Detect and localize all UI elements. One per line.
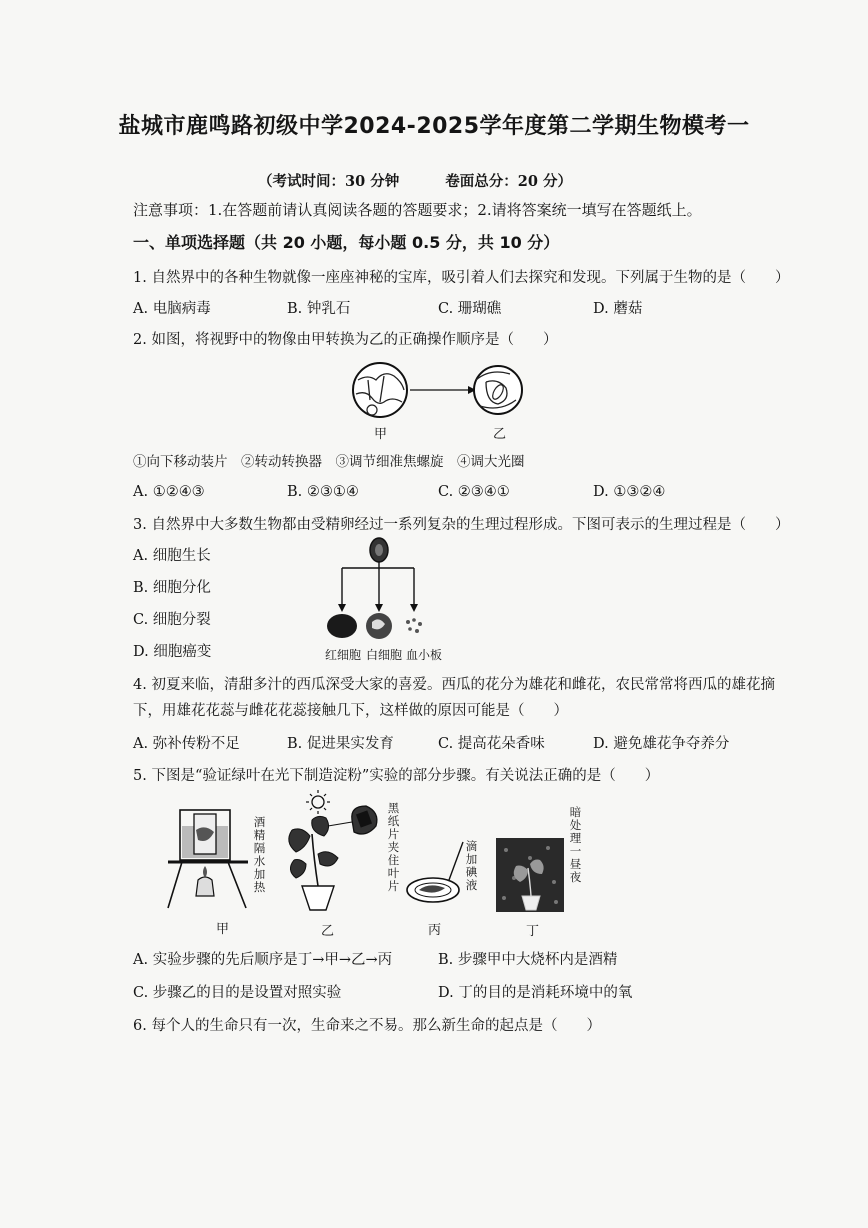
notice-text: 注意事项：1.在答题前请认真阅读各题的答题要求；2.请将答案统一填写在答题纸上。	[133, 201, 702, 219]
q5-fig-ding-caption: 暗处理一昼夜	[569, 805, 582, 884]
q2-steps: ①向下移动装片 ②转动转换器 ③调节细准焦螺旋 ④调大光圈	[133, 454, 525, 470]
q3-fig-label-platelet: 血小板	[406, 648, 443, 662]
q1-stem: 1. 自然界中的各种生物就像一座座神秘的宝库，吸引着人们去探究和发现。下列属于生物的是（ ）	[133, 270, 790, 286]
q4-option-b: B. 促进果实发育	[287, 736, 394, 752]
q5-stem: 5. 下图是“验证绿叶在光下制造淀粉”实验的部分步骤。有关说法正确的是（ ）	[133, 768, 660, 784]
q3-option-d: D. 细胞癌变	[133, 644, 212, 660]
q3-fig-label-rbc: 红细胞	[325, 648, 362, 662]
q2-fig-label-yi: 乙	[493, 427, 507, 442]
q1-option-c: C. 珊瑚礁	[438, 301, 502, 317]
q5-option-a: A. 实验步骤的先后顺序是丁→甲→乙→丙	[133, 952, 393, 968]
q5-fig-label-yi: 乙	[321, 924, 335, 939]
exam-time: （考试时间：30 分钟	[258, 173, 400, 190]
q5-fig-yi-caption: 黑纸片夹住叶片	[387, 801, 400, 893]
q3-option-a: A. 细胞生长	[133, 548, 211, 564]
q3-option-c: C. 细胞分裂	[133, 612, 211, 628]
q1-option-a: A. 电脑病毒	[133, 301, 211, 317]
q3-stem: 3. 自然界中大多数生物都由受精卵经过一系列复杂的生理过程形成。下图可表示的生理过程是（ ）	[133, 517, 790, 533]
q2-option-d: D. ①③②④	[593, 484, 666, 500]
q4-option-c: C. 提高花朵香味	[438, 736, 545, 752]
q1-option-b: B. 钟乳石	[287, 301, 351, 317]
section-heading: 一、单项选择题（共 20 小题，每小题 0.5 分，共 10 分）	[133, 233, 560, 252]
q1-option-d: D. 蘑菇	[593, 301, 643, 317]
q2-option-b: B. ②③①④	[287, 484, 359, 500]
exam-info	[258, 172, 572, 192]
page-title: 盐城市鹿鸣路初级中学2024-2025学年度第二学期生物模考一	[118, 114, 750, 139]
q2-stem: 2. 如图，将视野中的物像由甲转换为乙的正确操作顺序是（ ）	[133, 332, 558, 348]
q3-fig-label-wbc: 白细胞	[366, 648, 403, 662]
q2-option-c: C. ②③④①	[438, 484, 510, 500]
q5-fig-ding-dark	[496, 838, 566, 914]
blood-cell-figure	[322, 536, 442, 648]
q5-fig-label-bing: 丙	[428, 923, 442, 938]
q5-fig-bing-caption: 滴加碘液	[465, 839, 478, 892]
exam-total: 卷面总分：20 分）	[445, 173, 572, 190]
q5-option-c: C. 步骤乙的目的是设置对照实验	[133, 985, 342, 1001]
q5-fig-label-jia: 甲	[216, 922, 230, 937]
q2-fig-label-jia: 甲	[374, 427, 388, 442]
microscope-view-figure	[350, 360, 520, 420]
q5-fig-bing-dish	[405, 840, 465, 910]
q5-fig-yi-plant	[272, 790, 382, 912]
q5-fig-label-ding: 丁	[526, 924, 540, 939]
q6-stem: 6. 每个人的生命只有一次，生命来之不易。那么新生命的起点是（ ）	[133, 1018, 601, 1034]
q4-option-a: A. 弥补传粉不足	[133, 736, 240, 752]
q3-option-b: B. 细胞分化	[133, 580, 211, 596]
q2-option-a: A. ①②④③	[133, 484, 205, 500]
q4-option-d: D. 避免雄花争夺养分	[593, 736, 730, 752]
q4-stem-line1: 4. 初夏来临，清甜多汁的西瓜深受大家的喜爱。西瓜的花分为雄花和雌花，农民常常将西瓜的雄花摘	[133, 677, 775, 693]
q4-stem-line2: 下，用雄花花蕊与雌花花蕊接触几下，这样做的原因可能是（ ）	[133, 703, 568, 719]
q5-fig-jia-caption: 酒精隔水加热	[253, 815, 266, 894]
q5-option-d: D. 丁的目的是消耗环境中的氧	[438, 985, 633, 1001]
q5-option-b: B. 步骤甲中大烧杯内是酒精	[438, 952, 618, 968]
